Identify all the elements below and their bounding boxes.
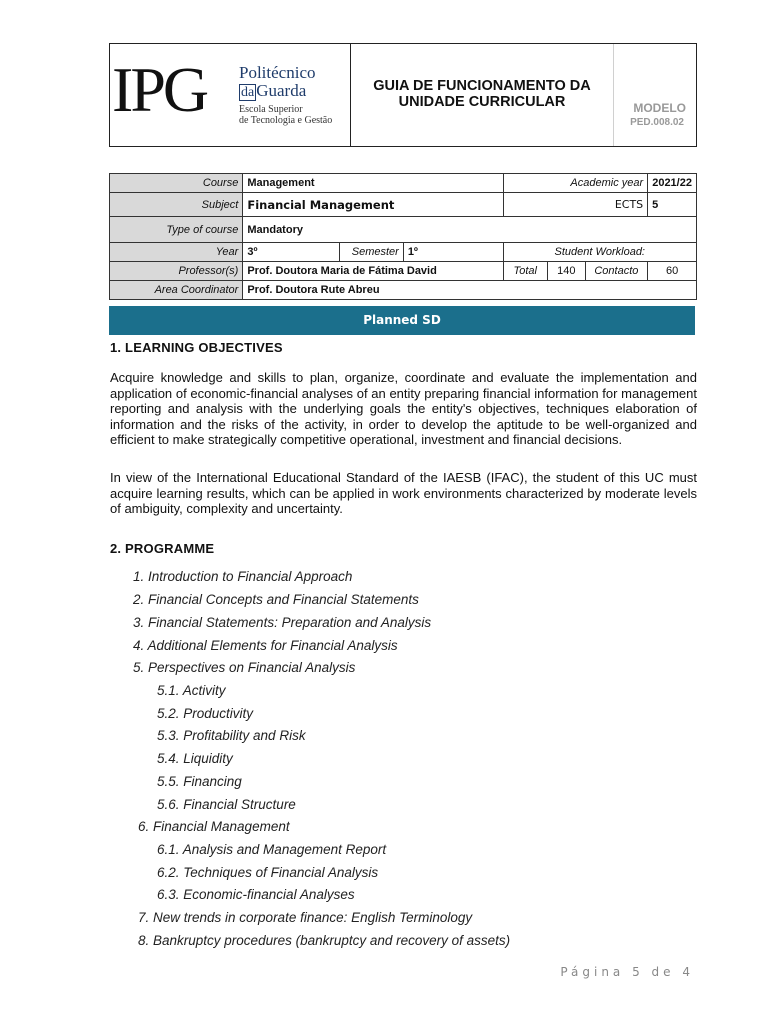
programme-item: 7. New trends in corporate finance: English Terminology (138, 910, 473, 925)
section1-title: 1. LEARNING OBJECTIVES (110, 340, 283, 355)
programme-subitem: 5.6. Financial Structure (157, 797, 296, 812)
ipg-logo (110, 44, 351, 146)
programme-subitem: 5.2. Productivity (157, 706, 254, 721)
course-label: Course (110, 174, 243, 193)
programme-subitem: 5.3. Profitability and Risk (157, 728, 306, 743)
ects-value: 5 (648, 193, 697, 217)
total-value: 140 (548, 262, 586, 281)
ects-label: ECTS (503, 193, 648, 217)
programme-item: 3. Financial Statements: Preparation and Analysis (133, 615, 432, 630)
section1-paragraph2: In view of the International Educational Standard of the IAESB (IFAC), the student of this UC must acquire learning results, which can be applied in work environments characterized by moderate levels of ambiguity, complexity and uncertainty. (110, 470, 697, 517)
logo-da: da (241, 85, 255, 100)
row-subject (110, 193, 697, 217)
programme-subitem: 6.2. Techniques of Financial Analysis (157, 865, 379, 880)
type-value: Mandatory (243, 217, 697, 243)
document-header (109, 43, 697, 147)
programme-subitem: 5.1. Activity (157, 683, 226, 698)
programme-subitem: 5.5. Financing (157, 774, 242, 789)
programme-item: 2. Financial Concepts and Financial Statements (133, 592, 419, 607)
logo-line2 (239, 81, 332, 102)
row-type (110, 217, 697, 243)
model-box (614, 44, 696, 146)
programme-item: 1. Introduction to Financial Approach (133, 569, 353, 584)
document-title (351, 44, 614, 146)
logo-line3: Escola Superior (239, 104, 303, 115)
year-label: Year (110, 243, 243, 262)
logo-line1: Politécnico (239, 63, 316, 82)
row-year (110, 243, 697, 262)
title-line1: GUIA DE FUNCIONAMENTO DA (373, 78, 591, 94)
programme-subitem: 5.4. Liquidity (157, 751, 233, 766)
course-info-table (109, 173, 697, 300)
programme-item: 5. Perspectives on Financial Analysis (133, 660, 356, 675)
course-value: Management (243, 174, 503, 193)
coordinator-label: Area Coordinator (110, 281, 243, 300)
title-line2: UNIDADE CURRICULAR (398, 94, 566, 110)
logo-line4: de Tecnologia e Gestão (239, 115, 333, 126)
row-coordinator (110, 281, 697, 300)
logo-guarda: Guarda (256, 81, 307, 100)
coordinator-value: Prof. Doutora Rute Abreu (243, 281, 697, 300)
logo-institution-name (239, 64, 332, 126)
programme-subitem: 6.3. Economic-financial Analyses (157, 887, 355, 902)
academic-year-value: 2021/22 (648, 174, 697, 193)
workload-label: Student Workload: (503, 243, 697, 262)
row-course (110, 174, 697, 193)
section2-title: 2. PROGRAMME (110, 541, 215, 556)
contacto-label: Contacto (585, 262, 648, 281)
professor-label: Professor(s) (110, 262, 243, 281)
contacto-value: 60 (648, 262, 697, 281)
logo-ipg-text: IPG (112, 54, 207, 125)
row-professor (110, 262, 697, 281)
programme-subitem: 6.1. Analysis and Management Report (157, 842, 387, 857)
type-label: Type of course (110, 217, 243, 243)
semester-label: Semester (340, 243, 404, 262)
semester-value: 1º (403, 243, 503, 262)
programme-item: 8. Bankruptcy procedures (bankruptcy and recovery of assets) (138, 933, 511, 948)
page-number: Página 5 de 4 (560, 965, 694, 979)
academic-year-label: Academic year (503, 174, 648, 193)
subject-value: Financial Management (243, 193, 503, 217)
professor-value: Prof. Doutora Maria de Fátima David (243, 262, 503, 281)
total-label: Total (503, 262, 548, 281)
year-value: 3º (243, 243, 340, 262)
model-code: PED.008.02 (630, 117, 684, 128)
planned-sd-banner: Planned SD (109, 306, 695, 335)
model-label: MODELO (633, 101, 686, 115)
section1-paragraph1: Acquire knowledge and skills to plan, organize, coordinate and evaluate the implementation and application of economic-financial analyses of an entity preparing financial information for management reporting and analysis with the underlying goals the entity's objectives, techniques elaboration of information and the risks of the activity, in order to develop the aptitude to be well-organized and efficient to make strategically competitive operational, investment and financial decisions. (110, 370, 697, 448)
programme-item: 4. Additional Elements for Financial Analysis (133, 638, 398, 653)
subject-label: Subject (110, 193, 243, 217)
programme-item: 6. Financial Management (138, 819, 290, 834)
